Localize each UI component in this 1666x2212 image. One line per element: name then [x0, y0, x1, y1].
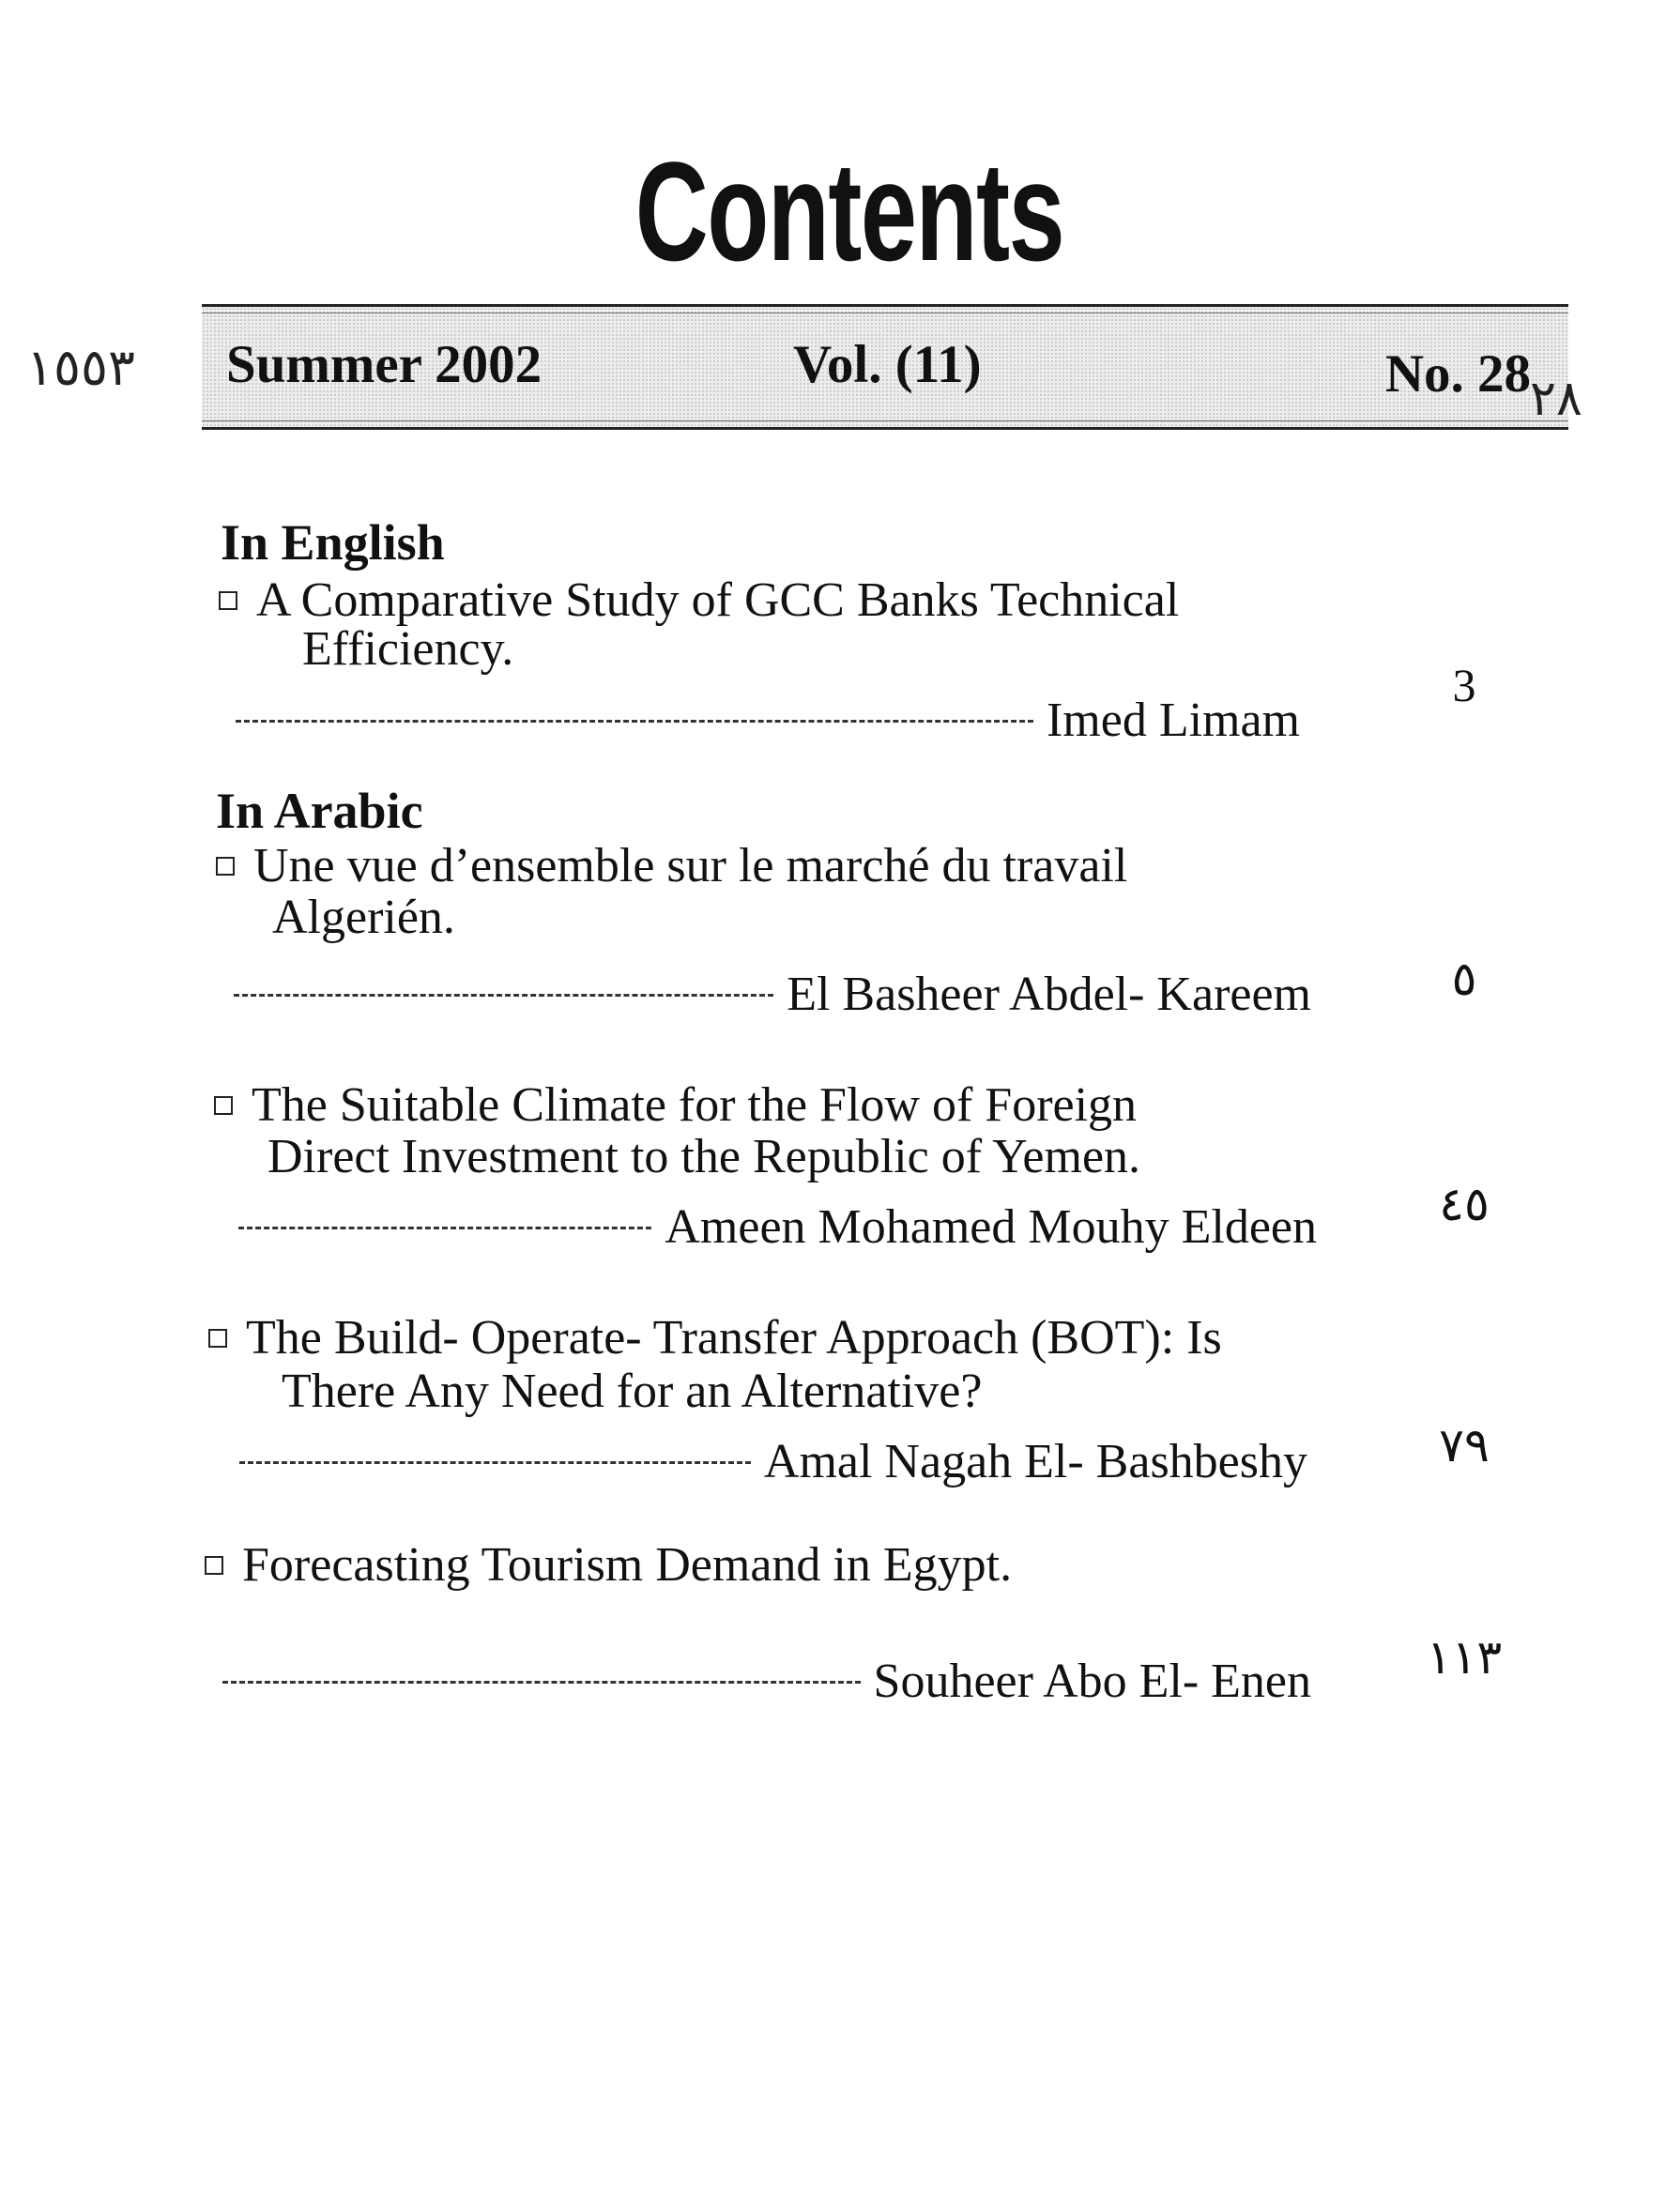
entry-page-number: ٤٥	[1439, 1178, 1490, 1230]
entry-title-line2: There Any Need for an Alternative?	[282, 1365, 983, 1418]
entry-author: Amal Nagah El- Bashbeshy	[239, 1436, 1307, 1488]
issue-header-band	[202, 304, 1568, 430]
handwritten-note-left: ١٥٥٣	[26, 338, 136, 397]
leader-dashes	[236, 720, 1033, 723]
leader-dashes	[239, 1461, 751, 1464]
entry-title-line1: The Suitable Climate for the Flow of Foreign	[214, 1079, 1137, 1132]
entry-title-line1: A Comparative Study of GCC Banks Technical	[219, 574, 1179, 627]
issue-number: No. 28	[1384, 344, 1531, 404]
entry-author: El Basheer Abdel- Kareem	[234, 969, 1311, 1021]
leader-dashes	[222, 1681, 861, 1684]
checkbox-bullet-icon	[208, 1329, 227, 1348]
handwritten-note-right: ٢٨	[1530, 371, 1582, 427]
entry-page-number: ٧٩	[1439, 1419, 1490, 1472]
checkbox-bullet-icon	[205, 1556, 223, 1575]
entry-author: Ameen Mohamed Mouhy Eldeen	[238, 1201, 1317, 1254]
band-bottom-rule	[202, 420, 1568, 421]
checkbox-bullet-icon	[219, 591, 237, 610]
entry-page-number: 3	[1452, 659, 1476, 711]
page-title: Contents	[634, 132, 1064, 290]
section-heading-english: In English	[221, 514, 445, 571]
issue-volume: Vol. (11)	[793, 335, 982, 394]
entry-author: Imed Limam	[236, 694, 1300, 747]
issue-season: Summer 2002	[226, 335, 543, 394]
entry-title-line2: Algerién.	[272, 891, 455, 944]
leader-dashes	[234, 994, 773, 997]
entry-title-line2: Efficiency.	[302, 622, 514, 676]
entry-title-line1: The Build- Operate- Transfer Approach (BOT): Is	[208, 1312, 1222, 1365]
checkbox-bullet-icon	[214, 1096, 233, 1115]
checkbox-bullet-icon	[216, 857, 235, 876]
entry-title-line1: Une vue d’ensemble sur le marché du travail	[216, 840, 1127, 892]
entry-page-number: ٥	[1451, 953, 1477, 1005]
entry-author: Souheer Abo El- Enen	[222, 1655, 1311, 1708]
entry-title-line1: Forecasting Tourism Demand in Egypt.	[205, 1539, 1012, 1592]
entry-title-line2: Direct Investment to the Republic of Yemen.	[267, 1130, 1141, 1183]
leader-dashes	[238, 1227, 651, 1229]
entry-page-number: ١١٣	[1426, 1631, 1503, 1684]
section-heading-arabic: In Arabic	[216, 783, 423, 839]
